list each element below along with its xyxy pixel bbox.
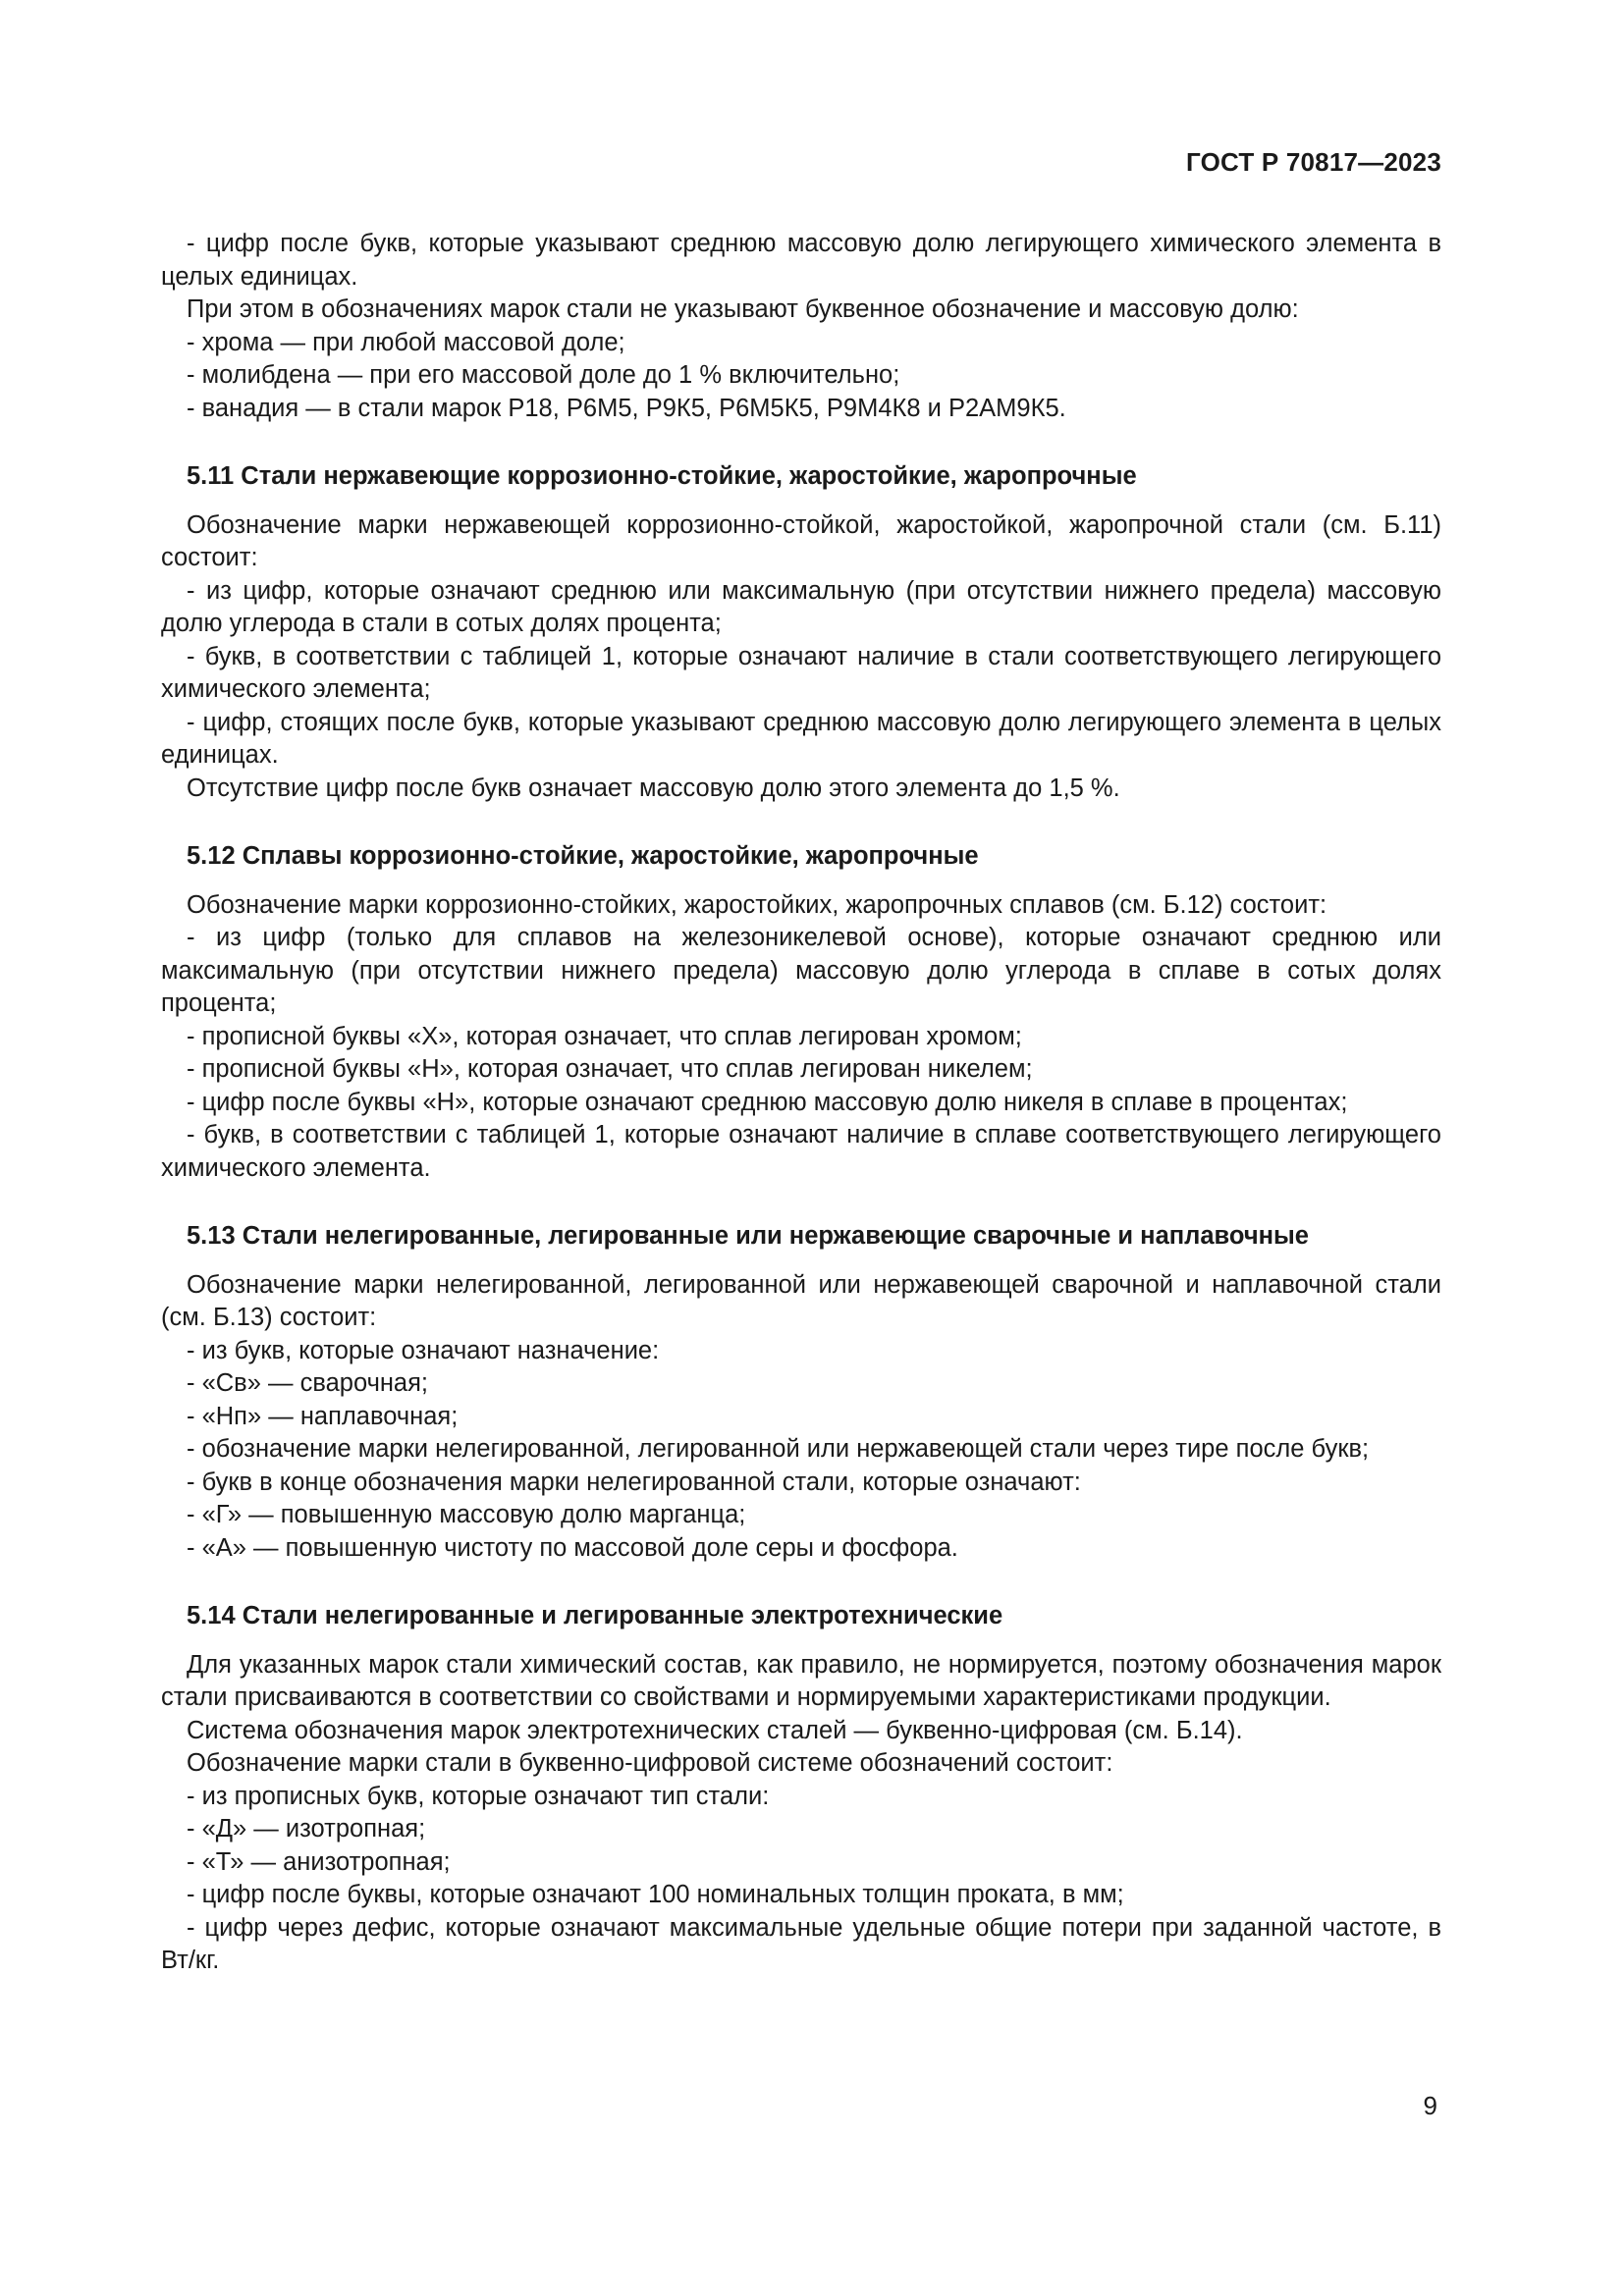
list-item: - хрома — при любой массовой доле; — [187, 328, 625, 356]
list-item: - букв в конце обозначения марки нелегированной стали, которые означают: — [187, 1468, 1081, 1496]
paragraph: Обозначение марки коррозионно-стойких, жаростойких, жаропрочных сплавов (см. Б.12) состоит: — [187, 890, 1327, 919]
list-item: - «Св» — сварочная; — [187, 1369, 429, 1397]
list-item: - обозначение марки нелегированной, легированной или нержавеющей стали через тире после букв; — [187, 1435, 1370, 1463]
list-item: - «Г» — повышенную массовую долю марганца; — [187, 1501, 746, 1528]
standard-designation: ГОСТ Р 70817—2023 — [1186, 147, 1441, 177]
paragraph: Обозначение марки нержавеющей коррозионно-стойкой, жаростойкой, жаропрочной стали (см. Б.11) состоит: — [161, 510, 1441, 571]
list-item: - ванадия — в стали марок Р18, Р6М5, Р9К5, Р6М5К5, Р9М4К8 и Р2АМ9К5. — [187, 394, 1066, 422]
list-item: - молибдена — при его массовой доле до 1 % включительно; — [187, 361, 900, 389]
paragraph: Отсутствие цифр после букв означает массовую долю этого элемента до 1,5 %. — [187, 774, 1120, 802]
paragraph: При этом в обозначениях марок стали не указывают буквенное обозначение и массовую долю: — [187, 295, 1299, 323]
list-item: - цифр после буквы «Н», которые означают среднюю массовую долю никеля в сплаве в процентах; — [187, 1088, 1348, 1116]
list-item: - цифр через дефис, которые означают максимальные удельные общие потери при заданной частоте, в Вт/кг. — [161, 1913, 1441, 1974]
list-item: - из прописных букв, которые означают тип стали: — [187, 1782, 770, 1810]
list-item: - «Д» — изотропная; — [187, 1815, 426, 1842]
paragraph: Обозначение марки стали в буквенно-цифровой системе обозначений состоит: — [187, 1749, 1113, 1777]
page-number: 9 — [1423, 2091, 1437, 2120]
section-heading-5-14: 5.14 Стали нелегированные и легированные электротехнические — [187, 1602, 1003, 1629]
list-item: - прописной буквы «Х», которая означает, что сплав легирован хромом; — [187, 1022, 1022, 1050]
paragraph: - цифр после букв, которые указывают среднюю массовую долю легирующего химического элемента в целых единицах. — [161, 230, 1441, 291]
list-item: - букв, в соответствии с таблицей 1, которые означают наличие в сплаве соответствующего легирующего химического элемента. — [161, 1121, 1441, 1182]
list-item: - букв, в соответствии с таблицей 1, которые означают наличие в стали соответствующего легирующего химического элемента; — [161, 642, 1441, 703]
list-item: - «А» — повышенную чистоту по массовой доле серы и фосфора. — [187, 1533, 958, 1562]
list-item: - цифр, стоящих после букв, которые указывают среднюю массовую долю легирующего элемента в целых единицах. — [161, 708, 1441, 769]
list-item: - цифр после буквы, которые означают 100 номинальных толщин проката, в мм; — [187, 1881, 1124, 1908]
list-item: - «Нп» — наплавочная; — [187, 1402, 459, 1430]
list-item: - из букв, которые означают назначение: — [187, 1336, 660, 1364]
section-heading-5-12: 5.12 Сплавы коррозионно-стойкие, жаростойкие, жаропрочные — [187, 842, 979, 870]
paragraph: Обозначение марки нелегированной, легированной или нержавеющей сварочной и наплавочной стали (см. Б.13) состоит: — [161, 1270, 1441, 1331]
section-heading-5-11: 5.11 Стали нержавеющие коррозионно-стойкие, жаростойкие, жаропрочные — [187, 462, 1137, 490]
list-item: - из цифр, которые означают среднюю или максимальную (при отсутствии нижнего предела) массовую долю углерода в стали в сотых долях процента; — [161, 576, 1441, 637]
page-body — [161, 228, 1441, 1978]
list-item: - прописной буквы «Н», которая означает, что сплав легирован никелем; — [187, 1055, 1033, 1083]
paragraph: Система обозначения марок электротехнических сталей — буквенно-цифровая (см. Б.14). — [187, 1716, 1243, 1744]
section-heading-5-13: 5.13 Стали нелегированные, легированные или нержавеющие сварочные и наплавочные — [187, 1222, 1309, 1250]
list-item: - «Т» — анизотропная; — [187, 1847, 451, 1876]
list-item: - из цифр (только для сплавов на железоникелевой основе), которые означают среднюю или максимальную (при отсутствии нижнего предела) массовую долю углерода в сплаве в сотых долях процента; — [161, 924, 1441, 1017]
paragraph: Для указанных марок стали химический состав, как правило, не нормируется, поэтому обозначения марок стали присваиваются в соответствии со свойствами и нормируемыми характеристиками продукции. — [161, 1650, 1441, 1711]
